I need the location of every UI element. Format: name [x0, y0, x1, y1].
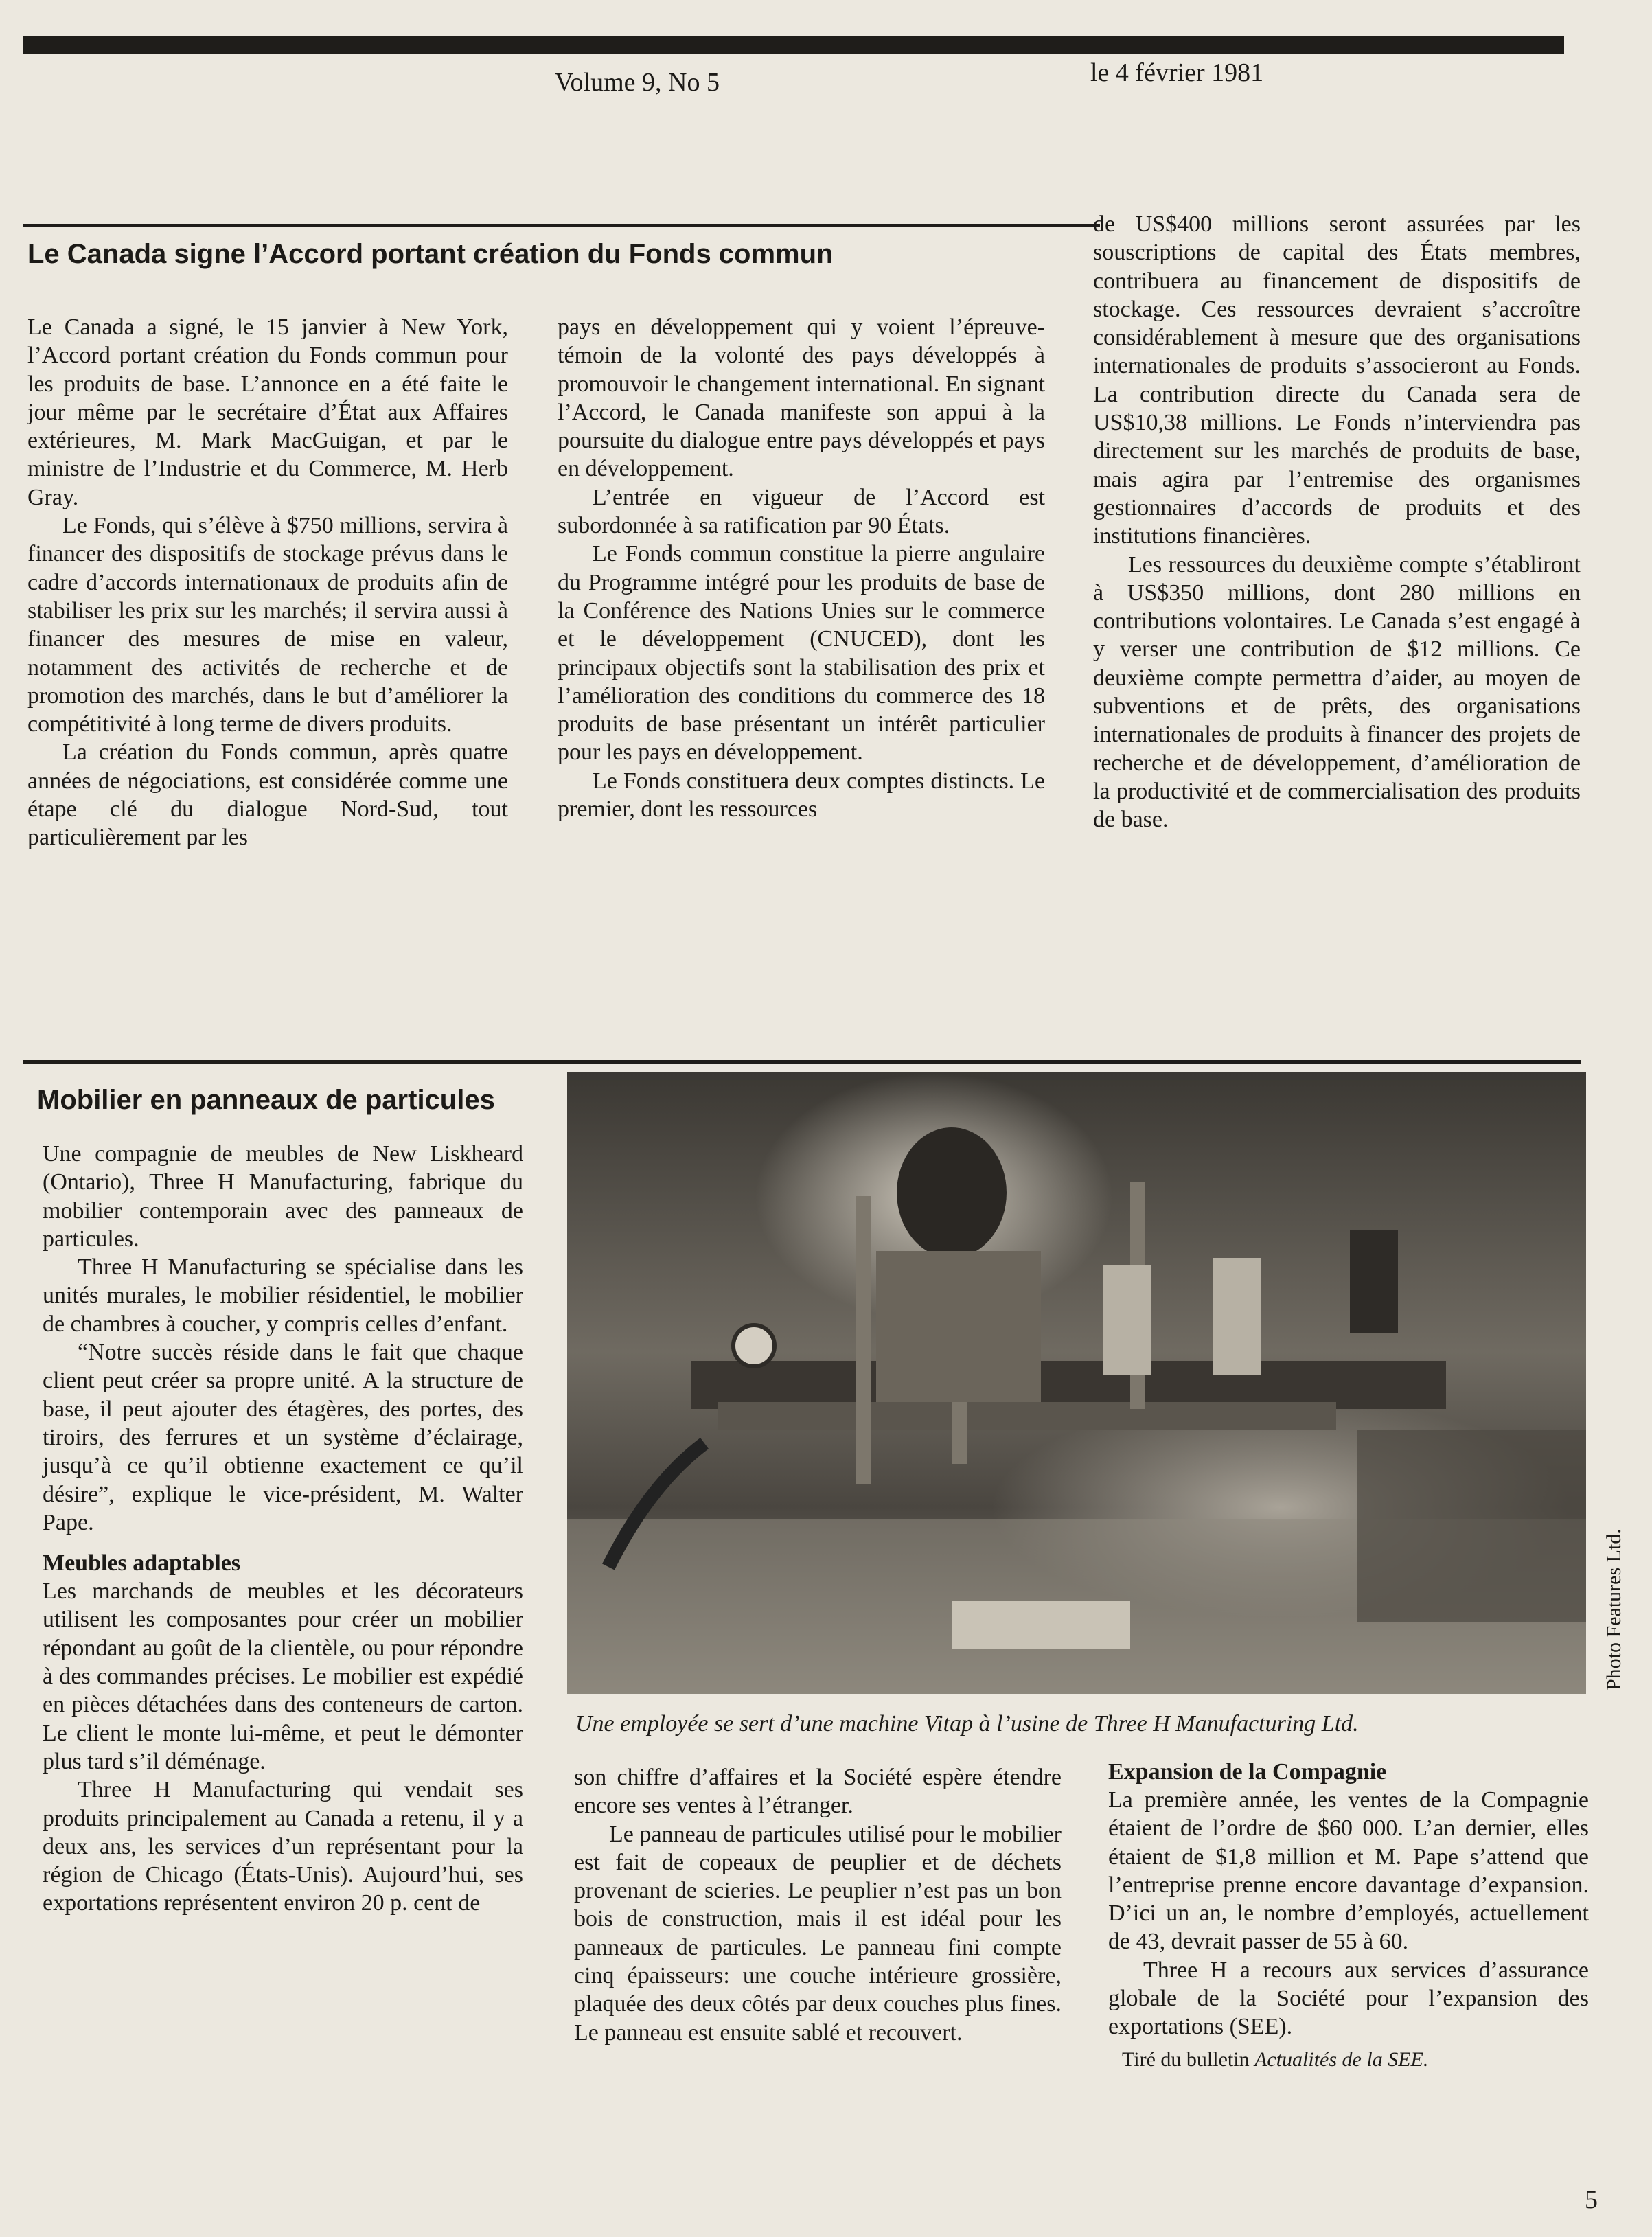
paragraph: pays en développement qui y voient l’épreuve-témoin de la volonté des pays développés à promouvoir le changement international. En signant l’Accord, le Canada manifeste son appui à la poursuite du dialogue entre pays développés et pays en développement.	[558, 314, 1045, 482]
article2-title: Mobilier en panneaux de particules	[37, 1085, 495, 1115]
article1-title: Le Canada signe l’Accord portant création du Fonds commun	[27, 239, 834, 269]
paragraph: Une compagnie de meubles de New Liskheard (Ontario), Three H Manufacturing, fabrique du mobilier contemporain avec des panneaux de particules.	[43, 1141, 523, 1252]
article1-column-3	[1093, 210, 1581, 834]
paragraph: Three H a recours aux services d’assurance globale de la Société pour l’expansion des exportations (SEE).	[1108, 1957, 1589, 2040]
paragraph: Three H Manufacturing qui vendait ses produits principalement au Canada a retenu, il y a deux ans, les services d’un représentant pour la région de Chicago (États-Unis). Aujourd’hui, ses exportations représentent environ 20 p. cent de	[43, 1777, 523, 1916]
source-prefix: Tiré du bulletin	[1122, 2047, 1255, 2071]
source-note	[1108, 2045, 1589, 2074]
article2-rule	[23, 1060, 1581, 1064]
paragraph: Les ressources du deuxième compte s’établiront à US$350 millions, dont 280 millions en contributions volontaires. Le Canada s’est engagé à y verser une contribution de $12 millions. Ce deuxième compte permettra d’aider, au moyen de subventions et de prêts, des organisations internationales de produits à financer des projets de recherche et de développement, d’amélioration de la productivité et de commercialisation des produits de base.	[1093, 551, 1581, 833]
paragraph: Le Fonds commun constitue la pierre angulaire du Programme intégré pour les produits de base de la Conférence des Nations Unies sur le commerce et le développement (CNUCED), dont les principaux objectifs sont la stabilisation des prix et l’amélioration des conditions du commerce des 18 produits de base présentant un intérêt particulier pour les pays en développement.	[558, 541, 1045, 766]
source-title: Actualités de la SEE.	[1254, 2047, 1429, 2071]
article2-column-2	[574, 1763, 1062, 2047]
paragraph: Le Canada a signé, le 15 janvier à New York, l’Accord portant création du Fonds commun pour les produits de base. L’annonce en a été faite le jour même par le secrétaire d’État aux Affaires extérieures, M. Mark MacGuigan, et par le ministre de l’Industrie et du Commerce, M. Herb Gray.	[27, 314, 508, 510]
article1-column-2	[558, 313, 1045, 823]
factory-photo	[567, 1072, 1586, 1694]
top-rule	[23, 36, 1564, 54]
article1-column-1	[27, 313, 508, 852]
article2-column-3	[1108, 1758, 1589, 2074]
paragraph: Three H Manufacturing se spécialise dans les unités murales, le mobilier résidentiel, le mobilier de chambres à coucher, y compris celles d’enfant.	[43, 1254, 523, 1337]
paragraph: “Notre succès réside dans le fait que chaque client peut créer sa propre unité. A la structure de base, il peut ajouter des étagères, des portes, des tiroirs, des ferrures et un système d’éclairage, jusqu’à ce qu’il obtienne exactement ce qu’il désire”, explique le vice-président, M. Walter Pape.	[43, 1340, 523, 1535]
article2-column-1	[43, 1140, 523, 1918]
paragraph: La première année, les ventes de la Compagnie étaient de l’ordre de $60 000. L’an dernier, elles étaient de $1,8 million et M. Pape s’attend que l’entreprise prenne encore davantage d’expansion. D’ici un an, le nombre d’employés, actuellement de 43, devrait passer de 55 à 60.	[1108, 1787, 1589, 1955]
paragraph: de US$400 millions seront assurées par les souscriptions de capital des États membres, contribuera au financement de dispositifs de stockage. Ces ressources devraient s’accroître considérablement à mesure que des organisations internationales de produits s’associeront au Fonds. La contribution directe du Canada sera de US$10,38 millions. Le Fonds n’interviendra pas directement sur les marchés de produits de base, mais agira par l’entremise des organismes gestionnaires d’accords de produits et des institutions financières.	[1093, 211, 1581, 549]
article1-rule	[23, 224, 1100, 227]
photo-caption: Une employée se sert d’une machine Vitap à l’usine de Three H Manufacturing Ltd.	[575, 1711, 1359, 1736]
machine-illustration	[567, 1072, 1586, 1694]
paragraph: Le panneau de particules utilisé pour le mobilier est fait de copeaux de peuplier et de déchets provenant de scieries. Le peuplier n’est pas un bon bois de construction, mais il est idéal pour les panneaux de particules. Le panneau fini compte cinq épaisseurs: une couche intérieure grossière, plaquée des deux côtés par deux couches plus fines. Le panneau est ensuite sablé et recouvert.	[574, 1821, 1062, 2045]
photo-credit: Photo Features Ltd.	[1603, 1528, 1625, 1690]
paragraph: L’entrée en vigueur de l’Accord est subordonnée à sa ratification par 90 États.	[558, 484, 1045, 539]
paragraph: Les marchands de meubles et les décorateurs utilisent les composantes pour créer un mobilier répondant au goût de la clientèle, ou pour répondre à des commandes précises. Le mobilier est expédié en pièces détachées dans des conteneurs de carton. Le client le monte lui-même, et peut le démonter plus tard s’il déménage.	[43, 1579, 523, 1774]
volume-number: Volume 9, No 5	[555, 68, 720, 97]
paragraph: Le Fonds, qui s’élève à $750 millions, servira à financer des dispositifs de stockage prévus dans le cadre d’accords internationaux de produits afin de stabiliser les prix sur les marchés; il servira aussi à financer des mesures de mise en valeur, notamment des activités de recherche et de promotion des marchés, dans le but d’améliorer la compétitivité à long terme de divers produits.	[27, 513, 508, 737]
paragraph: La création du Fonds commun, après quatre années de négociations, est considérée comme une étape clé du dialogue Nord-Sud, tout particulièrement par les	[27, 739, 508, 851]
paragraph: Le Fonds constituera deux comptes distincts. Le premier, dont les ressources	[558, 768, 1045, 823]
subheading-expansion: Expansion de la Compagnie	[1108, 1759, 1387, 1785]
subheading-meubles-adaptables: Meubles adaptables	[43, 1550, 241, 1576]
page-number: 5	[1585, 2186, 1598, 2214]
paragraph: son chiffre d’affaires et la Société espère étendre encore ses ventes à l’étranger.	[574, 1765, 1062, 1819]
issue-date: le 4 février 1981	[1090, 58, 1264, 87]
